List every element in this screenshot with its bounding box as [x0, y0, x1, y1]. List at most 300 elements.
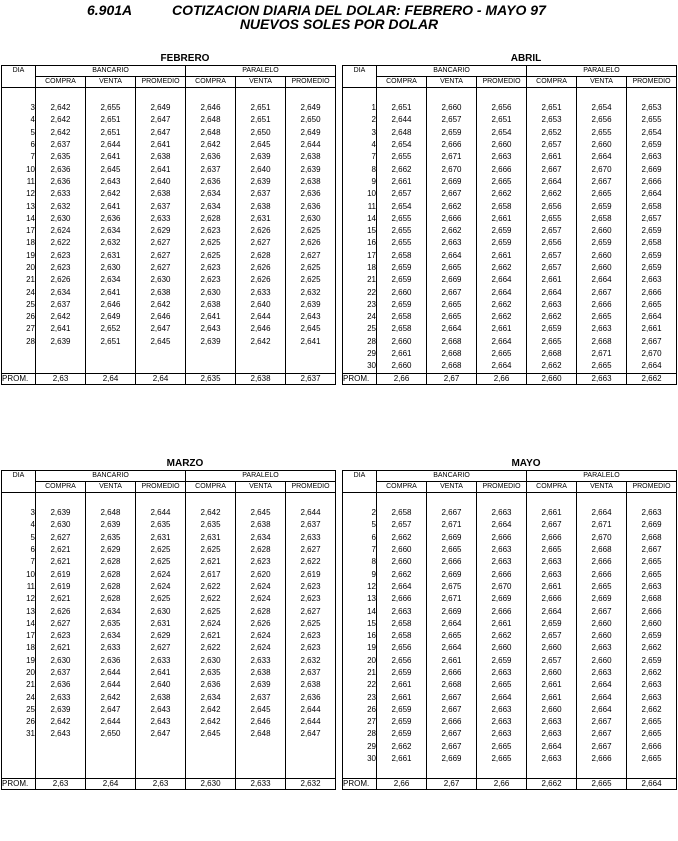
value-cell: 2,666 [627, 176, 677, 188]
value-cell: 2,633 [136, 655, 186, 667]
day-cell: 13 [343, 593, 377, 605]
value-cell: 2,634 [186, 188, 236, 200]
value-cell: 2,640 [236, 163, 286, 175]
value-cell: 2,641 [86, 151, 136, 163]
value-cell: 2,630 [36, 519, 86, 531]
value-cell: 2,665 [427, 299, 477, 311]
header-promedio: PROMEDIO [136, 482, 186, 493]
value-cell: 2,664 [577, 274, 627, 286]
value-cell: 2,628 [86, 581, 136, 593]
value-cell: 2,671 [427, 519, 477, 531]
value-cell: 2,666 [577, 299, 627, 311]
average-cell: 2,63 [136, 778, 186, 789]
value-cell: 2,636 [86, 655, 136, 667]
value-cell: 2,654 [577, 102, 627, 114]
value-cell: 2,657 [527, 630, 577, 642]
average-cell: 2,64 [86, 778, 136, 789]
value-cell: 2,631 [86, 250, 136, 262]
day-cell: 20 [2, 667, 36, 679]
value-cell: 2,669 [427, 532, 477, 544]
value-cell: 2,656 [577, 114, 627, 126]
value-cell: 2,670 [577, 163, 627, 175]
value-cell: 2,637 [286, 667, 336, 679]
value-cell: 2,664 [627, 360, 677, 373]
value-cell: 2,665 [477, 176, 527, 188]
table-code: 6.901A [87, 2, 133, 18]
table-row [2, 568, 336, 580]
value-cell: 2,621 [36, 544, 86, 556]
value-cell: 2,661 [377, 176, 427, 188]
value-cell: 2,623 [236, 556, 286, 568]
value-cell: 2,662 [477, 311, 527, 323]
value-cell: 2,660 [577, 655, 627, 667]
value-cell: 2,665 [577, 581, 627, 593]
value-cell: 2,640 [136, 176, 186, 188]
value-cell: 2,659 [627, 225, 677, 237]
average-cell: 2,67 [427, 778, 477, 789]
value-cell: 2,628 [236, 605, 286, 617]
value-cell: 2,655 [377, 213, 427, 225]
value-cell: 2,651 [377, 102, 427, 114]
day-cell: 4 [343, 139, 377, 151]
value-cell: 2,625 [286, 274, 336, 286]
value-cell: 2,623 [186, 225, 236, 237]
value-cell: 2,660 [377, 336, 427, 348]
header-paralelo: PARALELO [186, 471, 336, 482]
header-compra: COMPRA [36, 482, 86, 493]
value-cell: 2,644 [86, 716, 136, 728]
value-cell: 2,637 [236, 188, 286, 200]
day-cell: 21 [343, 667, 377, 679]
value-cell: 2,669 [427, 274, 477, 286]
value-cell: 2,646 [136, 311, 186, 323]
header-dia: DIA [343, 66, 377, 77]
value-cell: 2,640 [236, 299, 286, 311]
average-cell: 2,66 [477, 373, 527, 384]
day-cell: 20 [343, 655, 377, 667]
value-cell: 2,661 [527, 507, 577, 519]
header-dia: DIA [343, 471, 377, 482]
value-cell: 2,664 [527, 176, 577, 188]
average-cell: 2,664 [627, 778, 677, 789]
value-cell: 2,664 [577, 151, 627, 163]
value-cell: 2,666 [527, 532, 577, 544]
value-cell: 2,667 [627, 544, 677, 556]
value-cell: 2,663 [477, 556, 527, 568]
value-cell: 2,669 [577, 593, 627, 605]
day-cell: 13 [2, 200, 36, 212]
value-cell: 2,662 [477, 262, 527, 274]
value-cell: 2,667 [577, 728, 627, 740]
value-cell: 2,617 [186, 568, 236, 580]
day-cell: 28 [343, 728, 377, 740]
value-cell: 2,659 [377, 299, 427, 311]
value-cell: 2,641 [136, 163, 186, 175]
value-cell: 2,622 [286, 556, 336, 568]
value-cell: 2,663 [477, 716, 527, 728]
value-cell: 2,664 [477, 691, 527, 703]
table-row [343, 741, 677, 753]
value-cell: 2,639 [286, 163, 336, 175]
value-cell: 2,642 [236, 336, 286, 348]
value-cell: 2,651 [477, 114, 527, 126]
value-cell: 2,637 [36, 667, 86, 679]
value-cell: 2,667 [427, 704, 477, 716]
value-cell: 2,645 [86, 163, 136, 175]
value-cell: 2,626 [36, 274, 86, 286]
day-cell: 23 [343, 299, 377, 311]
day-cell: 15 [343, 225, 377, 237]
value-cell: 2,659 [377, 274, 427, 286]
day-cell: 12 [343, 581, 377, 593]
value-cell: 2,646 [236, 323, 286, 335]
day-cell: 9 [343, 568, 377, 580]
average-cell: 2,63 [36, 373, 86, 384]
value-cell: 2,659 [527, 323, 577, 335]
table-row [2, 704, 336, 716]
table-row [343, 323, 677, 335]
day-cell: 23 [343, 691, 377, 703]
value-cell: 2,665 [527, 336, 577, 348]
header-paralelo: PARALELO [527, 471, 677, 482]
day-cell: 28 [2, 336, 36, 348]
value-cell: 2,655 [377, 151, 427, 163]
value-cell: 2,636 [286, 200, 336, 212]
value-cell: 2,630 [286, 213, 336, 225]
value-cell: 2,669 [627, 519, 677, 531]
day-cell: 21 [343, 274, 377, 286]
day-cell: 2 [343, 507, 377, 519]
day-cell: 1 [343, 102, 377, 114]
value-cell: 2,668 [427, 336, 477, 348]
header-bancario: BANCARIO [36, 66, 186, 77]
table-row [343, 360, 677, 373]
table-row [2, 605, 336, 617]
table-row [343, 102, 677, 114]
value-cell: 2,665 [427, 630, 477, 642]
value-cell: 2,663 [527, 568, 577, 580]
value-cell: 2,654 [477, 127, 527, 139]
value-cell: 2,643 [36, 728, 86, 740]
value-cell: 2,642 [136, 299, 186, 311]
value-cell: 2,666 [527, 593, 577, 605]
month-name: FEBRERO [160, 53, 210, 64]
value-cell: 2,647 [286, 728, 336, 740]
value-cell: 2,634 [86, 225, 136, 237]
value-cell: 2,627 [136, 237, 186, 249]
value-cell: 2,670 [577, 532, 627, 544]
value-cell: 2,636 [186, 176, 236, 188]
day-cell: 7 [2, 556, 36, 568]
table-row [2, 581, 336, 593]
value-cell: 2,665 [627, 753, 677, 765]
table-row [343, 213, 677, 225]
value-cell: 2,633 [86, 642, 136, 654]
value-cell: 2,621 [36, 642, 86, 654]
value-cell: 2,650 [86, 728, 136, 740]
value-cell: 2,641 [36, 323, 86, 335]
value-cell: 2,631 [236, 213, 286, 225]
value-cell: 2,656 [377, 655, 427, 667]
value-cell: 2,635 [36, 151, 86, 163]
value-cell: 2,664 [477, 286, 527, 298]
value-cell: 2,660 [627, 618, 677, 630]
header-venta: VENTA [577, 77, 627, 88]
value-cell: 2,648 [86, 507, 136, 519]
value-cell: 2,624 [236, 581, 286, 593]
value-cell: 2,663 [477, 544, 527, 556]
value-cell: 2,651 [236, 102, 286, 114]
table-row [2, 127, 336, 139]
table-row [343, 163, 677, 175]
day-cell: 3 [2, 507, 36, 519]
value-cell: 2,669 [627, 163, 677, 175]
value-cell: 2,668 [427, 348, 477, 360]
value-cell: 2,625 [186, 237, 236, 249]
value-cell: 2,659 [627, 262, 677, 274]
table-row [2, 139, 336, 151]
value-cell: 2,655 [577, 127, 627, 139]
value-cell: 2,664 [427, 642, 477, 654]
value-cell: 2,653 [527, 114, 577, 126]
value-cell: 2,659 [627, 250, 677, 262]
average-cell: 2,663 [577, 373, 627, 384]
value-cell: 2,635 [186, 667, 236, 679]
value-cell: 2,666 [377, 593, 427, 605]
day-cell: 6 [2, 139, 36, 151]
value-cell: 2,623 [286, 642, 336, 654]
value-cell: 2,642 [36, 127, 86, 139]
value-cell: 2,667 [627, 336, 677, 348]
value-cell: 2,626 [236, 262, 286, 274]
value-cell: 2,671 [577, 519, 627, 531]
table-row [2, 311, 336, 323]
value-cell: 2,664 [577, 704, 627, 716]
value-cell: 2,634 [86, 605, 136, 617]
table-row [343, 348, 677, 360]
value-cell: 2,619 [36, 581, 86, 593]
table-row [2, 102, 336, 114]
value-cell: 2,660 [477, 139, 527, 151]
value-cell: 2,627 [286, 250, 336, 262]
value-cell: 2,665 [477, 348, 527, 360]
value-cell: 2,656 [377, 642, 427, 654]
day-cell: 8 [343, 163, 377, 175]
value-cell: 2,667 [427, 286, 477, 298]
average-cell: 2,64 [136, 373, 186, 384]
value-cell: 2,664 [477, 360, 527, 373]
value-cell: 2,658 [627, 237, 677, 249]
value-cell: 2,658 [377, 507, 427, 519]
value-cell: 2,665 [577, 311, 627, 323]
value-cell: 2,662 [427, 200, 477, 212]
value-cell: 2,626 [236, 618, 286, 630]
day-cell: 20 [2, 262, 36, 274]
day-cell: 27 [343, 716, 377, 728]
value-cell: 2,635 [86, 532, 136, 544]
table-row [2, 286, 336, 298]
value-cell: 2,657 [527, 225, 577, 237]
value-cell: 2,664 [627, 311, 677, 323]
value-cell: 2,671 [427, 593, 477, 605]
value-cell: 2,647 [136, 114, 186, 126]
table-row [2, 618, 336, 630]
table-row [343, 679, 677, 691]
average-cell: 2,637 [286, 373, 336, 384]
value-cell: 2,645 [236, 139, 286, 151]
value-cell: 2,660 [477, 642, 527, 654]
value-cell: 2,632 [286, 655, 336, 667]
header-venta: VENTA [427, 77, 477, 88]
value-cell: 2,662 [527, 360, 577, 373]
value-cell: 2,627 [286, 605, 336, 617]
month-name: MARZO [166, 458, 204, 469]
value-cell: 2,662 [477, 630, 527, 642]
value-cell: 2,627 [136, 250, 186, 262]
value-cell: 2,663 [577, 667, 627, 679]
value-cell: 2,663 [427, 237, 477, 249]
value-cell: 2,625 [186, 605, 236, 617]
value-cell: 2,641 [136, 667, 186, 679]
value-cell: 2,647 [136, 728, 186, 740]
header-dia-blank [343, 482, 377, 493]
value-cell: 2,662 [627, 642, 677, 654]
value-cell: 2,645 [186, 728, 236, 740]
value-cell: 2,633 [286, 532, 336, 544]
value-cell: 2,667 [577, 605, 627, 617]
value-cell: 2,660 [377, 544, 427, 556]
value-cell: 2,642 [36, 114, 86, 126]
average-cell: 2,660 [527, 373, 577, 384]
value-cell: 2,663 [627, 679, 677, 691]
value-cell: 2,663 [527, 716, 577, 728]
value-cell: 2,667 [427, 188, 477, 200]
value-cell: 2,661 [477, 618, 527, 630]
value-cell: 2,661 [377, 691, 427, 703]
value-cell: 2,668 [577, 544, 627, 556]
table-row [343, 262, 677, 274]
value-cell: 2,645 [136, 336, 186, 348]
day-cell: 21 [2, 679, 36, 691]
table-row [343, 655, 677, 667]
value-cell: 2,655 [527, 213, 577, 225]
value-cell: 2,667 [427, 728, 477, 740]
average-label: PROM. [343, 373, 377, 384]
header-promedio: PROMEDIO [627, 482, 677, 493]
value-cell: 2,669 [427, 753, 477, 765]
table-row [343, 225, 677, 237]
header-compra: COMPRA [186, 77, 236, 88]
value-cell: 2,660 [377, 556, 427, 568]
value-cell: 2,644 [236, 311, 286, 323]
value-cell: 2,639 [236, 176, 286, 188]
value-cell: 2,666 [427, 139, 477, 151]
table-row [2, 176, 336, 188]
value-cell: 2,662 [527, 188, 577, 200]
value-cell: 2,662 [477, 188, 527, 200]
value-cell: 2,660 [577, 225, 627, 237]
value-cell: 2,670 [477, 581, 527, 593]
empty-row [2, 360, 336, 373]
day-cell: 4 [2, 114, 36, 126]
value-cell: 2,658 [627, 200, 677, 212]
value-cell: 2,636 [36, 163, 86, 175]
value-cell: 2,655 [377, 225, 427, 237]
table-row [2, 274, 336, 286]
average-cell: 2,635 [186, 373, 236, 384]
value-cell: 2,624 [236, 642, 286, 654]
day-cell: 18 [2, 237, 36, 249]
value-cell: 2,642 [186, 507, 236, 519]
day-cell: 11 [2, 581, 36, 593]
value-cell: 2,642 [186, 716, 236, 728]
value-cell: 2,630 [136, 605, 186, 617]
value-cell: 2,659 [477, 237, 527, 249]
day-cell: 18 [343, 262, 377, 274]
day-cell: 14 [343, 213, 377, 225]
average-cell: 2,665 [577, 778, 627, 789]
value-cell: 2,651 [86, 114, 136, 126]
value-cell: 2,666 [477, 163, 527, 175]
table-row [2, 728, 336, 740]
value-cell: 2,668 [627, 593, 677, 605]
exchange-table [342, 65, 677, 385]
table-row [2, 237, 336, 249]
value-cell: 2,665 [627, 556, 677, 568]
average-label: PROM. [2, 373, 36, 384]
average-row [2, 778, 336, 789]
value-cell: 2,628 [86, 593, 136, 605]
day-cell: 24 [2, 691, 36, 703]
value-cell: 2,638 [136, 691, 186, 703]
day-cell: 14 [343, 605, 377, 617]
day-cell: 22 [343, 679, 377, 691]
day-cell: 8 [343, 556, 377, 568]
value-cell: 2,655 [377, 237, 427, 249]
table-row [2, 519, 336, 531]
table-row [2, 262, 336, 274]
value-cell: 2,664 [627, 188, 677, 200]
value-cell: 2,627 [136, 262, 186, 274]
value-cell: 2,623 [286, 630, 336, 642]
table-row [2, 667, 336, 679]
value-cell: 2,660 [577, 262, 627, 274]
day-cell: 28 [343, 336, 377, 348]
average-row [2, 373, 336, 384]
value-cell: 2,661 [527, 581, 577, 593]
table-row [2, 188, 336, 200]
value-cell: 2,639 [86, 519, 136, 531]
value-cell: 2,661 [377, 348, 427, 360]
value-cell: 2,621 [186, 630, 236, 642]
value-cell: 2,629 [136, 630, 186, 642]
value-cell: 2,660 [527, 704, 577, 716]
exchange-table [1, 470, 336, 790]
table-row [343, 519, 677, 531]
value-cell: 2,658 [377, 311, 427, 323]
value-cell: 2,630 [86, 262, 136, 274]
value-cell: 2,636 [36, 679, 86, 691]
value-cell: 2,645 [236, 507, 286, 519]
value-cell: 2,664 [577, 691, 627, 703]
day-cell: 4 [2, 519, 36, 531]
day-cell: 5 [2, 532, 36, 544]
value-cell: 2,638 [136, 286, 186, 298]
day-cell: 10 [343, 188, 377, 200]
value-cell: 2,663 [527, 753, 577, 765]
value-cell: 2,626 [286, 237, 336, 249]
table-row [343, 127, 677, 139]
